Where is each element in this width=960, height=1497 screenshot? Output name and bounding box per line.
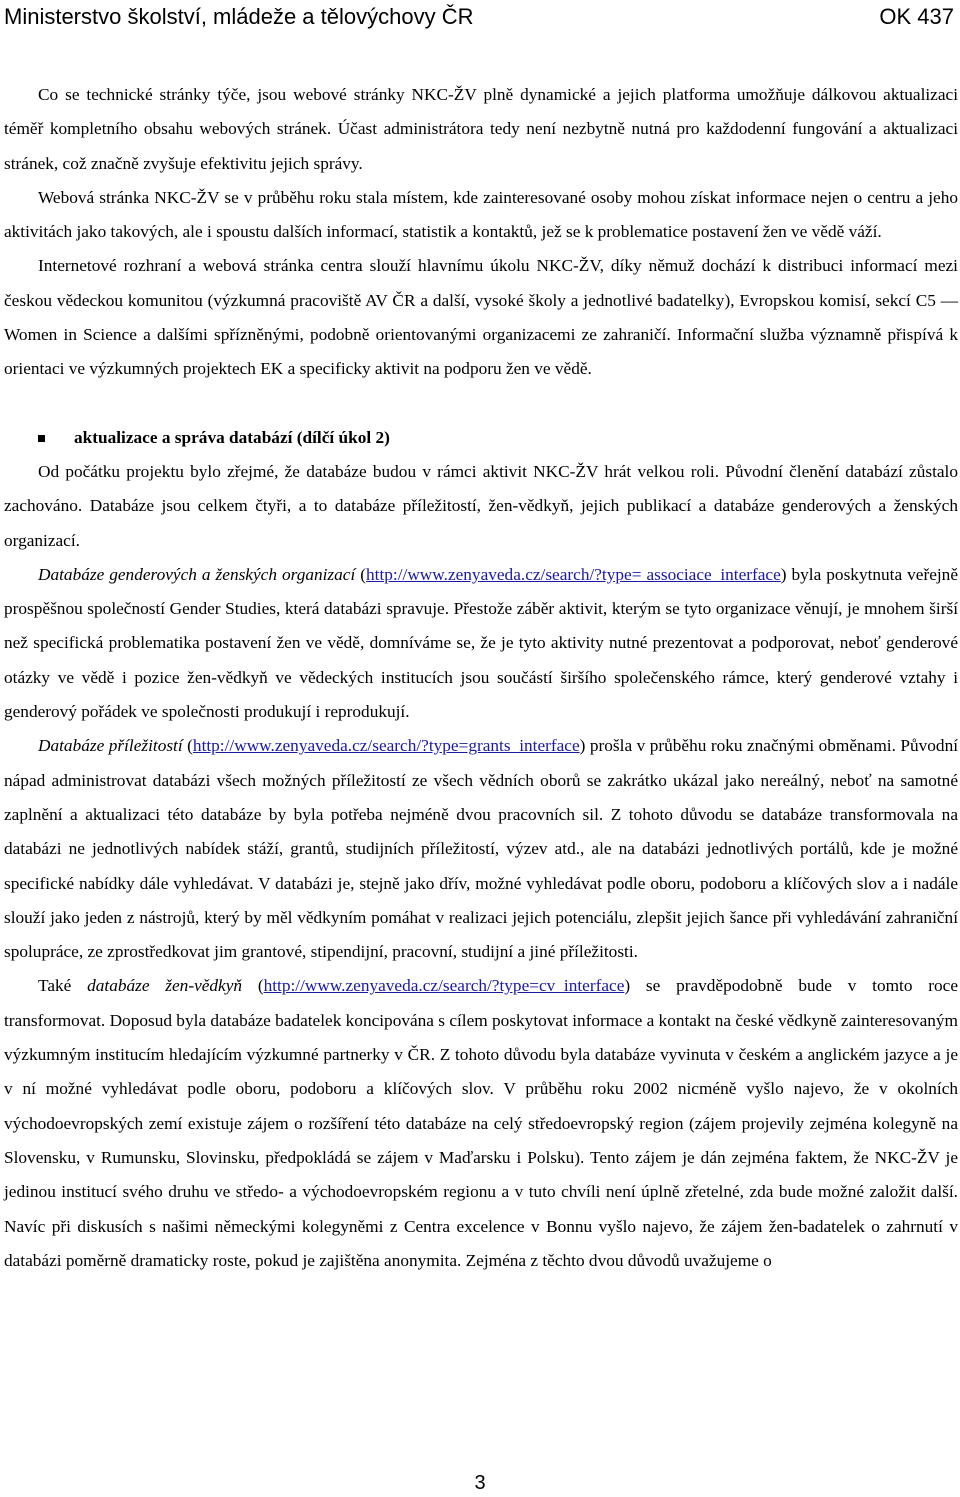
organizations-db-link[interactable]: http://www.zenyaveda.cz/search/?type= associace_interface [366, 564, 781, 584]
section-heading-text: aktualizace a správa databází (dílčí úkol 2) [74, 427, 390, 447]
scientists-db-title: databáze žen-vědkyň [87, 976, 243, 996]
document-body [4, 78, 958, 1278]
paragraph-organizations-db [4, 558, 958, 729]
organizations-db-title: Databáze genderových a ženských organizací [38, 564, 356, 584]
header-ministry-title: Ministerstvo školství, mládeže a tělovýchovy ČR [4, 4, 474, 29]
paren-open: ( [355, 564, 367, 584]
page-header [4, 2, 954, 32]
paren-open: ( [242, 976, 264, 996]
scientists-db-text: ) se pravděpodobně bude v tomto roce transformovat. Doposud byla databáze badatelek koncipována s cílem poskytovat informace a kontakt na české vědkyně zainteresovaným výzkumným institucím hledajícím výzkumné partnerky v ČR. Z tohoto důvodu byla databáze vyvinuta v českém a anglickém jazyce a je v ní možné vyhledávat podle oboru, podoboru a klíčových slov. V průběhu roku 2002 nicméně vyšlo najevo, že v okolních východoevropských zemí existuje zájem o rozšíření této databáze na celý středoevropský region (zájem projevily zejména kolegyně na Slovensku, v Rumunsku, Slovinsku, předpokládá se zájem v Maďarsku i Polsku). Tento zájem je dán zejména faktem, že NKC-ŽV je jedinou institucí svého druhu ve středo- a východoevropském regionu a v tuto chvíli není úplně zřetelné, zda bude možné založit další. Navíc při diskusích s našimi německými kolegyněmi z Centra excelence v Bonnu vyšlo najevo, že zájem žen-badatelek o zahrnutí v databázi poměrně dramaticky roste, pokud je zajištěna anonymita. Zejména z těchto dvou důvodů uvažujeme o [4, 976, 958, 1270]
paragraph-databases: Od počátku projektu bylo zřejmé, že databáze budou v rámci aktivit NKC-ŽV hrát velkou roli. Původní členění databází zůstalo zachováno. Databáze jsou celkem čtyři, a to databáze příležitostí, žen-vědkyň, jejich publikací a databáze genderových a ženských organizací. [4, 461, 958, 550]
paragraph-interface: Internetové rozhraní a webová stránka centra slouží hlavnímu úkolu NKC-ŽV, díky němuž dochází k distribuci informací mezi českou vědeckou komunitou (výzkumná pracoviště AV ČR a další, vysoké školy a jednotlivé badatelky), Evropskou komisí, sekcí C5 — Women in Science a dalšími spřízněnými, podobně orientovanými organizacemi ze zahraničí. Informační služba významně přispívá k orientaci ve výzkumných projektech EK a specificky aktivit na podporu žen ve vědě. [4, 256, 958, 379]
scientists-db-link[interactable]: http://www.zenyaveda.cz/search/?type=cv_interface [263, 976, 625, 996]
paragraph-scientists-db [4, 969, 958, 1278]
paragraph-opportunities-db [4, 729, 958, 969]
opportunities-db-link[interactable]: http://www.zenyaveda.cz/search/?type=grants_interface [192, 736, 580, 756]
page-number: 3 [474, 1472, 486, 1494]
opportunities-db-title: Databáze příležitostí [38, 736, 183, 756]
paren-open: ( [182, 736, 193, 756]
header-document-code: OK 437 [879, 4, 954, 29]
scientists-db-intro: Také [38, 976, 88, 996]
paragraph-website: Webová stránka NKC-ŽV se v průběhu roku stala místem, kde zainteresované osoby mohou získat informace nejen o centru a jeho aktivitách jako takových, ale i spoustu dalších informací, statistik a kontaktů, jež se k problematice postavení žen ve vědě váží. [4, 187, 958, 242]
section-heading [4, 421, 958, 455]
organizations-db-text: ) byla poskytnuta veřejně prospěšnou společností Gender Studies, která databázi spravuje. Přestože záběr aktivit, kterým se tyto organizace věnují, je mnohem širší než specifická problematika postavení žen ve vědě, domníváme se, že je tyto aktivity nutné prezentovat a podporovat, neboť genderové otázky ve vědě i pozice žen-vědkyň ve vědeckých institucích jsou součástí širšího společenského rámce, který genderové vztahy i genderový pořádek ve společnosti produkují i reprodukují. [4, 564, 958, 722]
paragraph-technical: Co se technické stránky týče, jsou webové stránky NKC-ŽV plně dynamické a jejich platforma umožňuje dálkovou aktualizaci téměř kompletního obsahu webových stránek. Účast administrátora tedy není nezbytně nutná pro každodenní fungování a aktualizaci stránek, což značně zvyšuje efektivitu jejich správy. [4, 85, 958, 173]
opportunities-db-text: ) prošla v průběhu roku značnými obměnami. Původní nápad administrovat databázi všech možných příležitostí ze všech vědních oborů se zakrátko ukázal jako nereálný, neboť na samotné zaplnění a aktualizaci této databáze by byla potřeba nejméně dvou pracovních sil. Z tohoto důvodu se databáze transformovala na databázi ne jednotlivých nabídek stáží, grantů, studijních příležitostí, výzev atd., ale na databázi jednotlivých portálů, kde je možné specifické nabídky dále vyhledávat. V databázi je, stejně jako dřív, možné vyhledávat podle oboru, podoboru a klíčových slov a i nadále slouží jako jeden z nástrojů, který by měl vědkyním pomáhat v realizaci jejich potenciálu, zlepšit jejich šance při vyhledávání zahraniční spolupráce, ze zprostředkovat jim grantové, stipendijní, pracovní, studijní a jiné příležitosti. [4, 736, 959, 962]
square-bullet-icon [38, 435, 45, 442]
